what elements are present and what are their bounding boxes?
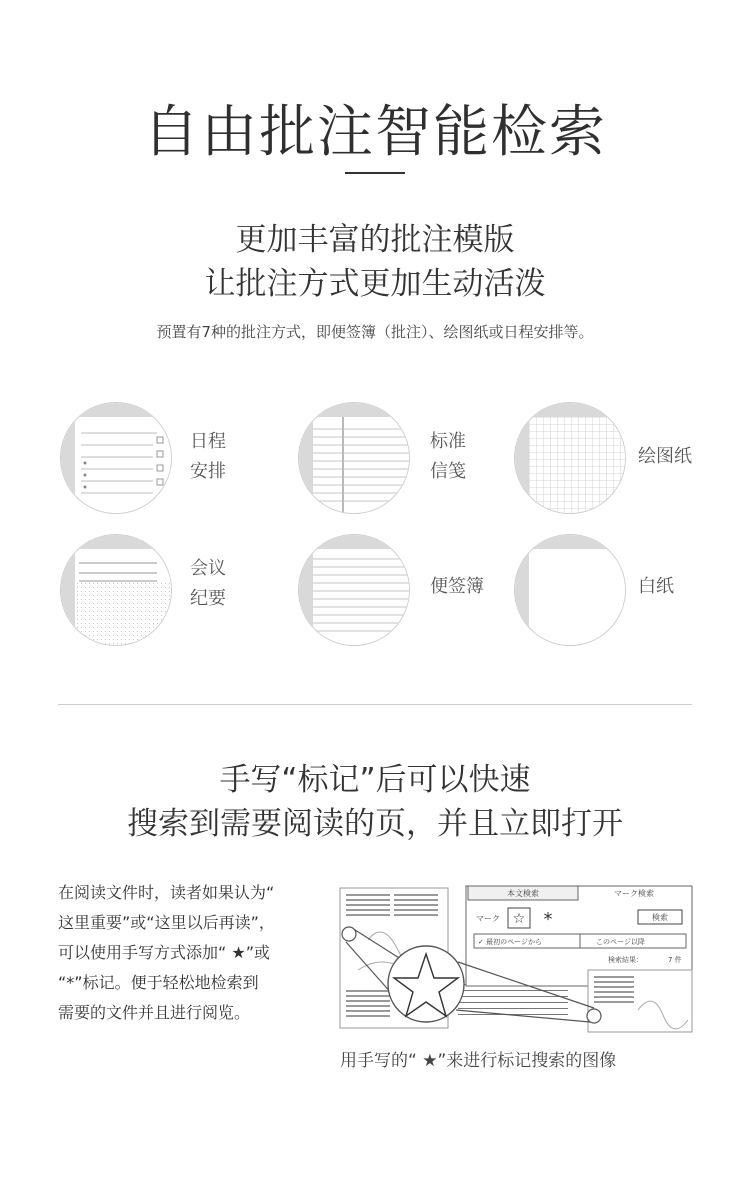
body-line: “*”标记。便于轻松地检索到 — [58, 973, 259, 992]
description: 预置有7种的批注方式，即便签簿（批注）、绘图纸或日程安排等。 — [156, 323, 594, 341]
body-line: 可以使用手写方式添加“ ★”或 — [58, 943, 271, 962]
section2-heading-line-2: 搜索到需要阅读的页，并且立即打开 — [127, 806, 623, 842]
title-underline — [345, 172, 405, 174]
page-title: 自由批注智能检索 — [143, 100, 607, 165]
section-divider — [58, 704, 692, 705]
template-label-meeting-minutes: 会议 纪要 — [190, 558, 226, 609]
tab-mark-search[interactable]: マーク検索 — [614, 889, 654, 898]
mark-label: マーク — [476, 914, 500, 923]
result-count: 7 件 — [668, 956, 682, 964]
result-label: 検索結果： — [608, 956, 643, 964]
template-label-blank-paper: 白纸 — [638, 576, 674, 597]
template-label-grid-paper: 绘图纸 — [638, 446, 692, 467]
illustration-caption: 用手写的“ ★”来进行标记搜索的图像 — [340, 1051, 617, 1071]
asterisk-mark-icon[interactable]: * — [543, 909, 553, 930]
tab-text-search[interactable]: 本文検索 — [507, 889, 539, 898]
subtitle-line-2: 让批注方式更加生动活泼 — [204, 266, 546, 302]
section2-heading-line-1: 手写“标记”后可以快速 — [219, 762, 531, 798]
search-button[interactable]: 検索 — [652, 913, 668, 922]
schedule-template-icon — [60, 402, 172, 514]
body-line: 在阅读文件时，读者如果认为“ — [58, 883, 275, 902]
mark-search-illustration — [338, 880, 694, 1040]
body-line: 需要的文件并且进行阅览。 — [58, 1003, 251, 1022]
option-from-first-page[interactable]: ✓ 最初のページから — [478, 938, 542, 946]
magnifier-icon — [388, 946, 464, 1022]
ruled-letter-template-icon — [298, 402, 410, 514]
star-mark-icon[interactable]: ☆ — [512, 911, 526, 927]
body-line: 这里重要”或“这里以后再读”， — [58, 913, 275, 932]
template-label-schedule: 日程 安排 — [190, 431, 226, 482]
template-label-ruled-letter: 标准 信笺 — [430, 431, 466, 482]
meeting-minutes-template-icon — [60, 534, 172, 646]
blank-paper-template-icon — [514, 534, 626, 646]
subtitle-line-1: 更加丰富的批注模版 — [235, 222, 515, 258]
option-after-this-page[interactable]: このページ以降 — [596, 938, 645, 946]
template-label-notepad: 便签簿 — [430, 576, 484, 597]
grid-paper-template-icon — [514, 402, 626, 514]
notepad-template-icon — [298, 534, 410, 646]
section2-body — [58, 878, 328, 1028]
